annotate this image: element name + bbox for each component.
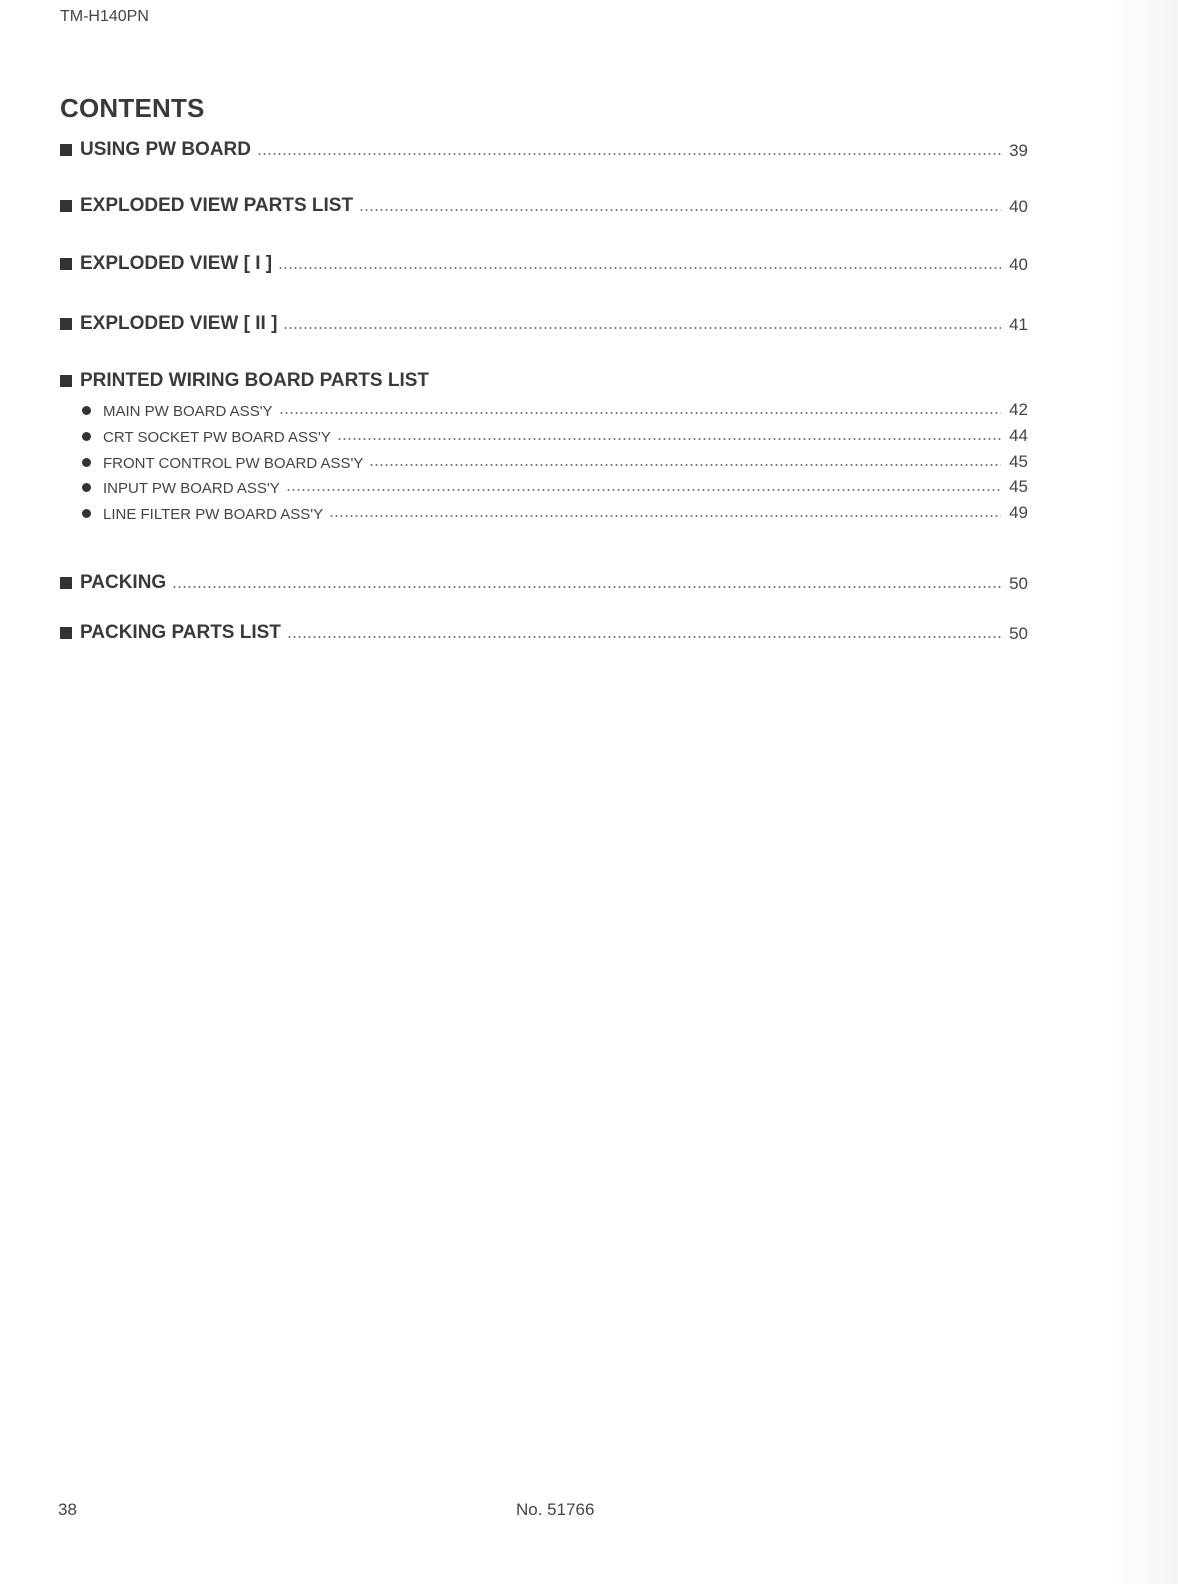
toc-entry-page: 41 (1009, 315, 1028, 334)
toc-subentry-input-pw-board[interactable] (82, 473, 1028, 497)
toc-entry-label: EXPLODED VIEW PARTS LIST (80, 195, 354, 216)
dot-leader (278, 267, 1001, 269)
square-bullet-icon (60, 258, 72, 270)
square-bullet-icon (60, 144, 72, 156)
toc-entry-using-pw-board[interactable] (60, 137, 1028, 161)
model-number: TM-H140PN (60, 8, 149, 25)
square-bullet-icon (60, 627, 72, 639)
toc-subentry-label: CRT SOCKET PW BOARD ASS'Y (103, 429, 331, 446)
dot-leader (337, 438, 1001, 440)
toc-entry-page: 50 (1009, 574, 1028, 593)
toc-subentry-label: INPUT PW BOARD ASS'Y (103, 480, 280, 497)
toc-subentry-page: 42 (1009, 400, 1028, 419)
toc-subentry-crt-socket-pw-board[interactable] (82, 422, 1028, 446)
footer-page-number: 38 (58, 1500, 77, 1519)
toc-entry-label: PACKING PARTS LIST (80, 622, 281, 643)
toc-entry-printed-wiring-board-parts-list[interactable] (60, 368, 1028, 392)
toc-entry-page: 39 (1009, 141, 1028, 160)
round-bullet-icon (82, 483, 91, 492)
dot-leader (172, 586, 1001, 588)
dot-leader (257, 153, 1001, 155)
dot-leader (287, 636, 1001, 638)
footer-document-number: No. 51766 (516, 1500, 595, 1519)
toc-subentry-main-pw-board[interactable] (82, 396, 1028, 420)
square-bullet-icon (60, 200, 72, 212)
toc-subentry-label: MAIN PW BOARD ASS'Y (103, 403, 273, 420)
toc-subentry-page: 45 (1009, 452, 1028, 471)
toc-subentry-label: FRONT CONTROL PW BOARD ASS'Y (103, 455, 364, 472)
square-bullet-icon (60, 318, 72, 330)
toc-entry-label: PRINTED WIRING BOARD PARTS LIST (80, 370, 430, 391)
round-bullet-icon (82, 406, 91, 415)
toc-entry-label: EXPLODED VIEW [ II ] (80, 313, 278, 334)
dot-leader (369, 464, 1001, 466)
toc-entry-page: 50 (1009, 624, 1028, 643)
dot-leader (359, 209, 1001, 211)
round-bullet-icon (82, 432, 91, 441)
toc-subentry-label: LINE FILTER PW BOARD ASS'Y (103, 506, 324, 523)
square-bullet-icon (60, 375, 72, 387)
dot-leader (283, 327, 1001, 329)
page-title: CONTENTS (60, 93, 205, 123)
toc-subentry-front-control-pw-board[interactable] (82, 448, 1028, 472)
square-bullet-icon (60, 577, 72, 589)
page-edge-shadow (1108, 0, 1178, 1584)
toc-subentry-page: 49 (1009, 503, 1028, 522)
toc-subentry-page: 45 (1009, 477, 1028, 496)
toc-entry-packing-parts-list[interactable] (60, 620, 1028, 644)
toc-entry-label: PACKING (80, 572, 167, 593)
toc-subentry-page: 44 (1009, 426, 1028, 445)
toc-subentry-line-filter-pw-board[interactable] (82, 499, 1028, 523)
toc-entry-exploded-view-2[interactable] (60, 311, 1028, 335)
toc-entry-page: 40 (1009, 255, 1028, 274)
dot-leader (286, 489, 1001, 491)
toc-entry-label: EXPLODED VIEW [ I ] (80, 253, 273, 274)
toc-entry-exploded-view-1[interactable] (60, 251, 1028, 275)
toc-entry-exploded-view-parts-list[interactable] (60, 193, 1028, 217)
round-bullet-icon (82, 509, 91, 518)
toc-entry-label: USING PW BOARD (80, 139, 251, 160)
toc-entry-page: 40 (1009, 197, 1028, 216)
dot-leader (329, 515, 1001, 517)
round-bullet-icon (82, 458, 91, 467)
dot-leader (279, 412, 1002, 414)
toc-entry-packing[interactable] (60, 570, 1028, 594)
